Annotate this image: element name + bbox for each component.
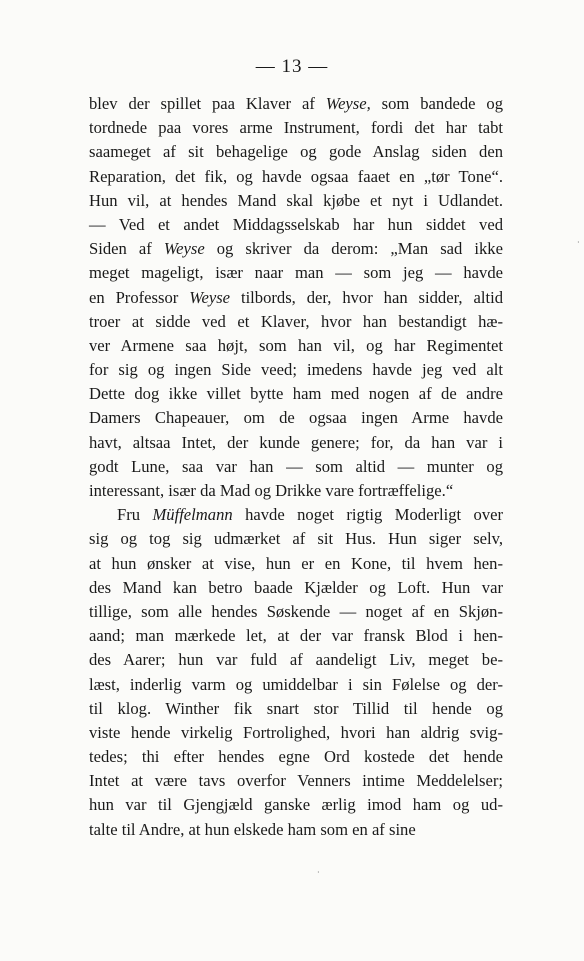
text-run: Reparation, det fik, og havde ogsaa faaet en „tør Tone“. [89, 166, 503, 186]
text-line [89, 600, 503, 624]
text-run: til klog. Winther fik snart stor Tillid til hende og [89, 698, 503, 718]
text-run: blev der spillet paa Klaver af [89, 94, 326, 113]
text-line [89, 406, 503, 430]
text-run: viste hende virkelig Fortrolighed, hvori han aldrig svig- [89, 722, 503, 742]
text-line [89, 165, 503, 189]
text-run: des Aarer; hun var fuld af aandeligt Liv, meget be- [89, 650, 503, 670]
text-run: tordnede paa vores arme Instrument, fordi det har tabt [89, 118, 503, 138]
text-line [89, 140, 503, 164]
text-line [89, 310, 503, 334]
text-run: tedes; thi efter hendes egne Ord kostede det hende [89, 747, 503, 767]
text-run: hun var til Gjengjæld ganske ærlig imod ham og ud- [89, 795, 503, 815]
text-run: talte til Andre, at hun elskede ham som en af sine [89, 819, 416, 839]
text-run: saameget af sit behagelige og gode Anslag siden den [89, 142, 503, 162]
text-line [89, 358, 503, 382]
text-line [89, 793, 503, 817]
text-run: Fru [117, 505, 153, 525]
text-line [89, 673, 503, 697]
italic-name: Müffelmann [152, 505, 233, 525]
text-line [89, 213, 503, 237]
text-line [89, 527, 503, 551]
text-run: troer at sidde ved et Klaver, hvor han bestandigt hæ- [89, 311, 503, 331]
text-run: sig og tog sig udmærket af sit Hus. Hun siger selv, [89, 529, 503, 549]
text-line [89, 697, 503, 721]
text-line [89, 624, 503, 648]
text-line [89, 286, 503, 310]
text-line [89, 552, 503, 576]
text-line [89, 382, 503, 406]
text-run: Dette dog ikke villet bytte ham med nogen af de andre [89, 384, 503, 404]
text-line [89, 431, 503, 455]
text-line [89, 479, 503, 503]
text-line [89, 503, 503, 527]
text-run: tillige, som alle hendes Søskende — noget af en Skjøn- [89, 601, 503, 621]
text-line [89, 92, 503, 116]
page-speck: · [577, 238, 580, 247]
text-run: læst, inderlig varm og umiddelbar i sin Følelse og der- [89, 674, 503, 694]
text-line [89, 576, 503, 600]
text-run: en Professor [89, 287, 190, 307]
italic-name: Weyse [163, 239, 205, 259]
text-run: ver Armene saa højt, som han vil, og har Regimentet [89, 335, 503, 355]
text-run: havt, altsaa Intet, der kunde genere; for, da han var i [89, 432, 503, 452]
text-line [89, 116, 503, 140]
text-line [89, 237, 503, 261]
page-speck: · [317, 868, 320, 877]
text-run: tilbords, der, hvor han sidder, altid [230, 287, 503, 307]
page-number: — 13 — [255, 56, 329, 77]
text-run: godt Lune, saa var han — som altid — munter og [89, 456, 503, 476]
text-line [89, 455, 503, 479]
text-run: og skriver da derom: „Man sad ikke [204, 239, 503, 259]
text-run: Hun vil, at hendes Mand skal kjøbe et nyt i Udlandet. [89, 190, 503, 210]
text-line [89, 334, 503, 358]
text-run: meget mageligt, især naar man — som jeg — havde [89, 263, 503, 283]
text-run: for sig og ingen Side veed; imedens havde jeg ved alt [89, 360, 503, 380]
text-run: des Mand kan betro baade Kjælder og Loft. Hun var [89, 577, 503, 597]
text-run: aand; man mærkede let, at der var fransk Blod i hen- [89, 626, 503, 646]
text-run: som bandede og [370, 94, 504, 113]
text-line [89, 769, 503, 793]
italic-name: Weyse [189, 287, 231, 307]
text-run: havde noget rigtig Moderligt over [232, 505, 504, 525]
text-line [89, 648, 503, 672]
text-run: Intet at være tavs overfor Venners intime Meddelelser; [89, 771, 503, 791]
text-run: interessant, især da Mad og Drikke vare fortræffelige.“ [89, 481, 454, 500]
text-line [89, 721, 503, 745]
text-run: at hun ønsker at vise, hun er en Kone, til hvem hen- [89, 553, 503, 573]
text-line [89, 818, 503, 842]
text-line [89, 261, 503, 285]
body-text [89, 92, 503, 842]
text-run: — Ved et andet Middagsselskab har hun siddet ved [89, 214, 503, 234]
text-run: Siden af [89, 239, 164, 259]
text-run: Damers Chapeauer, om de ogsaa ingen Arme havde [89, 408, 503, 428]
text-line [89, 745, 503, 769]
italic-name: Weyse, [325, 94, 371, 113]
text-line [89, 189, 503, 213]
